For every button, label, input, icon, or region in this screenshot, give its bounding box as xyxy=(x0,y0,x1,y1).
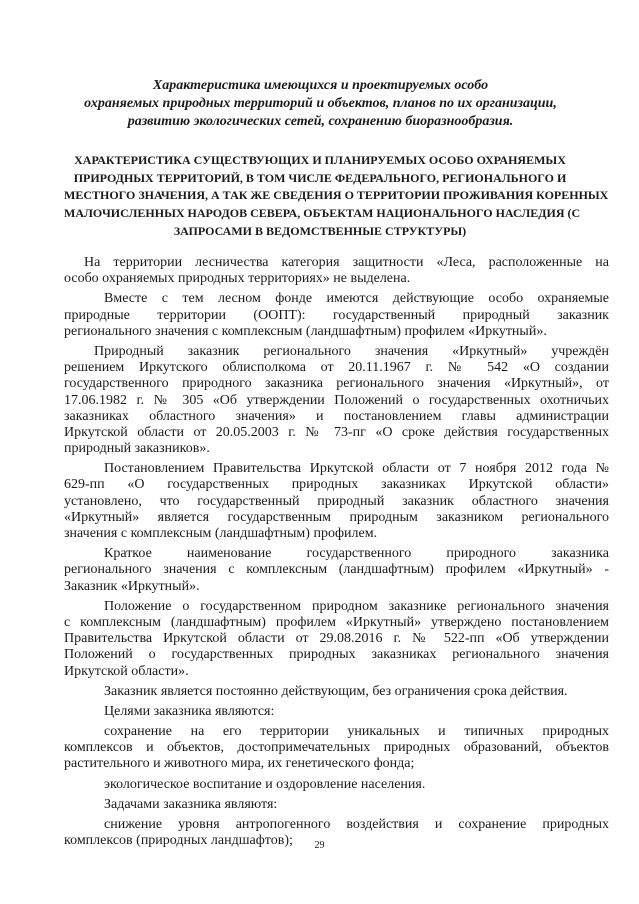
heading-line: ХАРАКТЕРИСТИКА СУЩЕСТВУЮЩИХ И ПЛАНИРУЕМЫХ ОСОБО ОХРАНЯЕМЫХ xyxy=(74,153,566,167)
paragraph xyxy=(64,461,609,542)
title-line: охраняемых природных территорий и объектов, планов по их организации, xyxy=(84,96,557,111)
text-line: Краткое наименование государственного природного заказника xyxy=(104,546,609,562)
text-line: комплексов (природных ландшафтов); xyxy=(64,833,293,849)
paragraph xyxy=(64,599,609,680)
title-line: развитию экологических сетей, сохранению биоразнообразия. xyxy=(127,114,514,129)
text-line: значения с комплексным (ландшафтным) профилем. xyxy=(64,526,378,541)
text-line: Заказник «Иркутный». xyxy=(64,578,200,594)
text-line: Иркутской области». xyxy=(64,663,189,679)
text-line: установлено, что государственный природный заказник областного значения xyxy=(64,493,609,509)
title-line: Характеристика имеющихся и проектируемых особо xyxy=(152,78,489,93)
section-heading xyxy=(64,152,609,241)
text-line: заказниках областного значения» и постановлением главы администрации xyxy=(64,408,609,424)
paragraph xyxy=(64,291,609,340)
text-line: 17.06.1982 г. № 305 «Об утверждении Положений о государственных охотничьих xyxy=(64,392,609,408)
document-title xyxy=(60,77,581,131)
text-line: Целями заказника являются: xyxy=(104,703,275,719)
paragraph xyxy=(104,797,609,813)
paragraph xyxy=(64,255,609,287)
text-line: Задачами заказника являютя: xyxy=(104,796,278,812)
text-line: природные территории (ООПТ): государственный природный заказник xyxy=(64,307,609,323)
text-line: регионального значения с комплексным (ландшафтным) профилем «Иркутный». xyxy=(64,323,547,339)
text-line: экологическое воспитание и оздоровление населения. xyxy=(104,776,426,792)
text-line: Положение о государственном природном заказнике регионального значения xyxy=(104,598,609,614)
heading-line: МАЛОЧИСЛЕННЫХ НАРОДОВ СЕВЕРА, ОБЪЕКТАМ НАЦИОНАЛЬНОГО НАСЛЕДИЯ (С xyxy=(64,206,581,221)
text-line: Заказник является постоянно действующим, без ограничения срока действия. xyxy=(104,683,568,699)
paragraph xyxy=(64,546,609,595)
text-line: снижение уровня антропогенного воздействия и сохранение природных xyxy=(104,817,609,832)
text-line: растительного и животного мира, их генетического фонда; xyxy=(64,756,415,772)
heading-line: МЕСТНОГО ЗНАЧЕНИЯ, А ТАК ЖЕ СВЕДЕНИЯ О ТЕРРИТОРИИ ПРОЖИВАНИЯ КОРЕННЫХ xyxy=(64,188,609,203)
heading-line: ПРИРОДНЫХ ТЕРРИТОРИЙ, В ТОМ ЧИСЛЕ ФЕДЕРАЛЬНОГО, РЕГИОНАЛЬНОГО И xyxy=(73,170,567,185)
text-line: На территории лесничества категория защитности «Леса, расположенные на xyxy=(84,255,609,270)
text-line: регионального значения с комплексным (ландшафтным) профилем «Иркутный» - xyxy=(64,562,609,578)
text-line: решением Иркутского облисполкома от 20.11.1967 г. № 542 «О создании xyxy=(64,360,609,376)
text-line: «Иркутный» является государственным природным заказником регионального xyxy=(64,509,609,525)
text-line: особо охраняемых природных территориях» не выделена. xyxy=(64,271,411,287)
text-line: Вместе с тем лесном фонде имеются действующие особо охраняемые xyxy=(104,291,609,307)
paragraph xyxy=(64,344,609,457)
paragraph xyxy=(64,724,609,773)
document-body xyxy=(64,255,609,853)
text-line: комплексов и объектов, достопримечательных природных образований, объектов xyxy=(64,740,609,756)
paragraph xyxy=(104,704,609,720)
text-line: Правительства Иркутской области от 29.08.2016 г. № 522-пп «Об утверждении xyxy=(64,631,609,647)
text-line: Положений о государственных природных заказниках регионального значения xyxy=(64,647,609,663)
text-line: 629-пп «О государственных природных заказниках Иркутской области» xyxy=(64,477,609,493)
paragraph xyxy=(104,684,609,700)
text-line: государственного природного заказника регионального значения «Иркутный», от xyxy=(64,376,609,392)
heading-line: ЗАПРОСАМИ В ВЕДОМСТВЕННЫЕ СТРУКТУРЫ) xyxy=(173,223,467,238)
text-line: сохранение на его территории уникальных и типичных природных xyxy=(104,724,609,740)
paragraph xyxy=(104,777,609,793)
text-line: Природный заказник регионального значения «Иркутный» учреждён xyxy=(94,343,609,359)
text-line: Иркутской области от 20.05.2003 г. № 73-пг «О сроке действия государственных xyxy=(64,424,609,440)
text-line: Постановлением Правительства Иркутской области от 7 ноября 2012 года № xyxy=(104,461,609,477)
text-line: с комплексным (ландшафтным) профилем «Иркутный» утверждено постановлением xyxy=(64,614,609,630)
text-line: природный заказников». xyxy=(64,441,210,457)
page-number: 29 xyxy=(314,840,325,851)
